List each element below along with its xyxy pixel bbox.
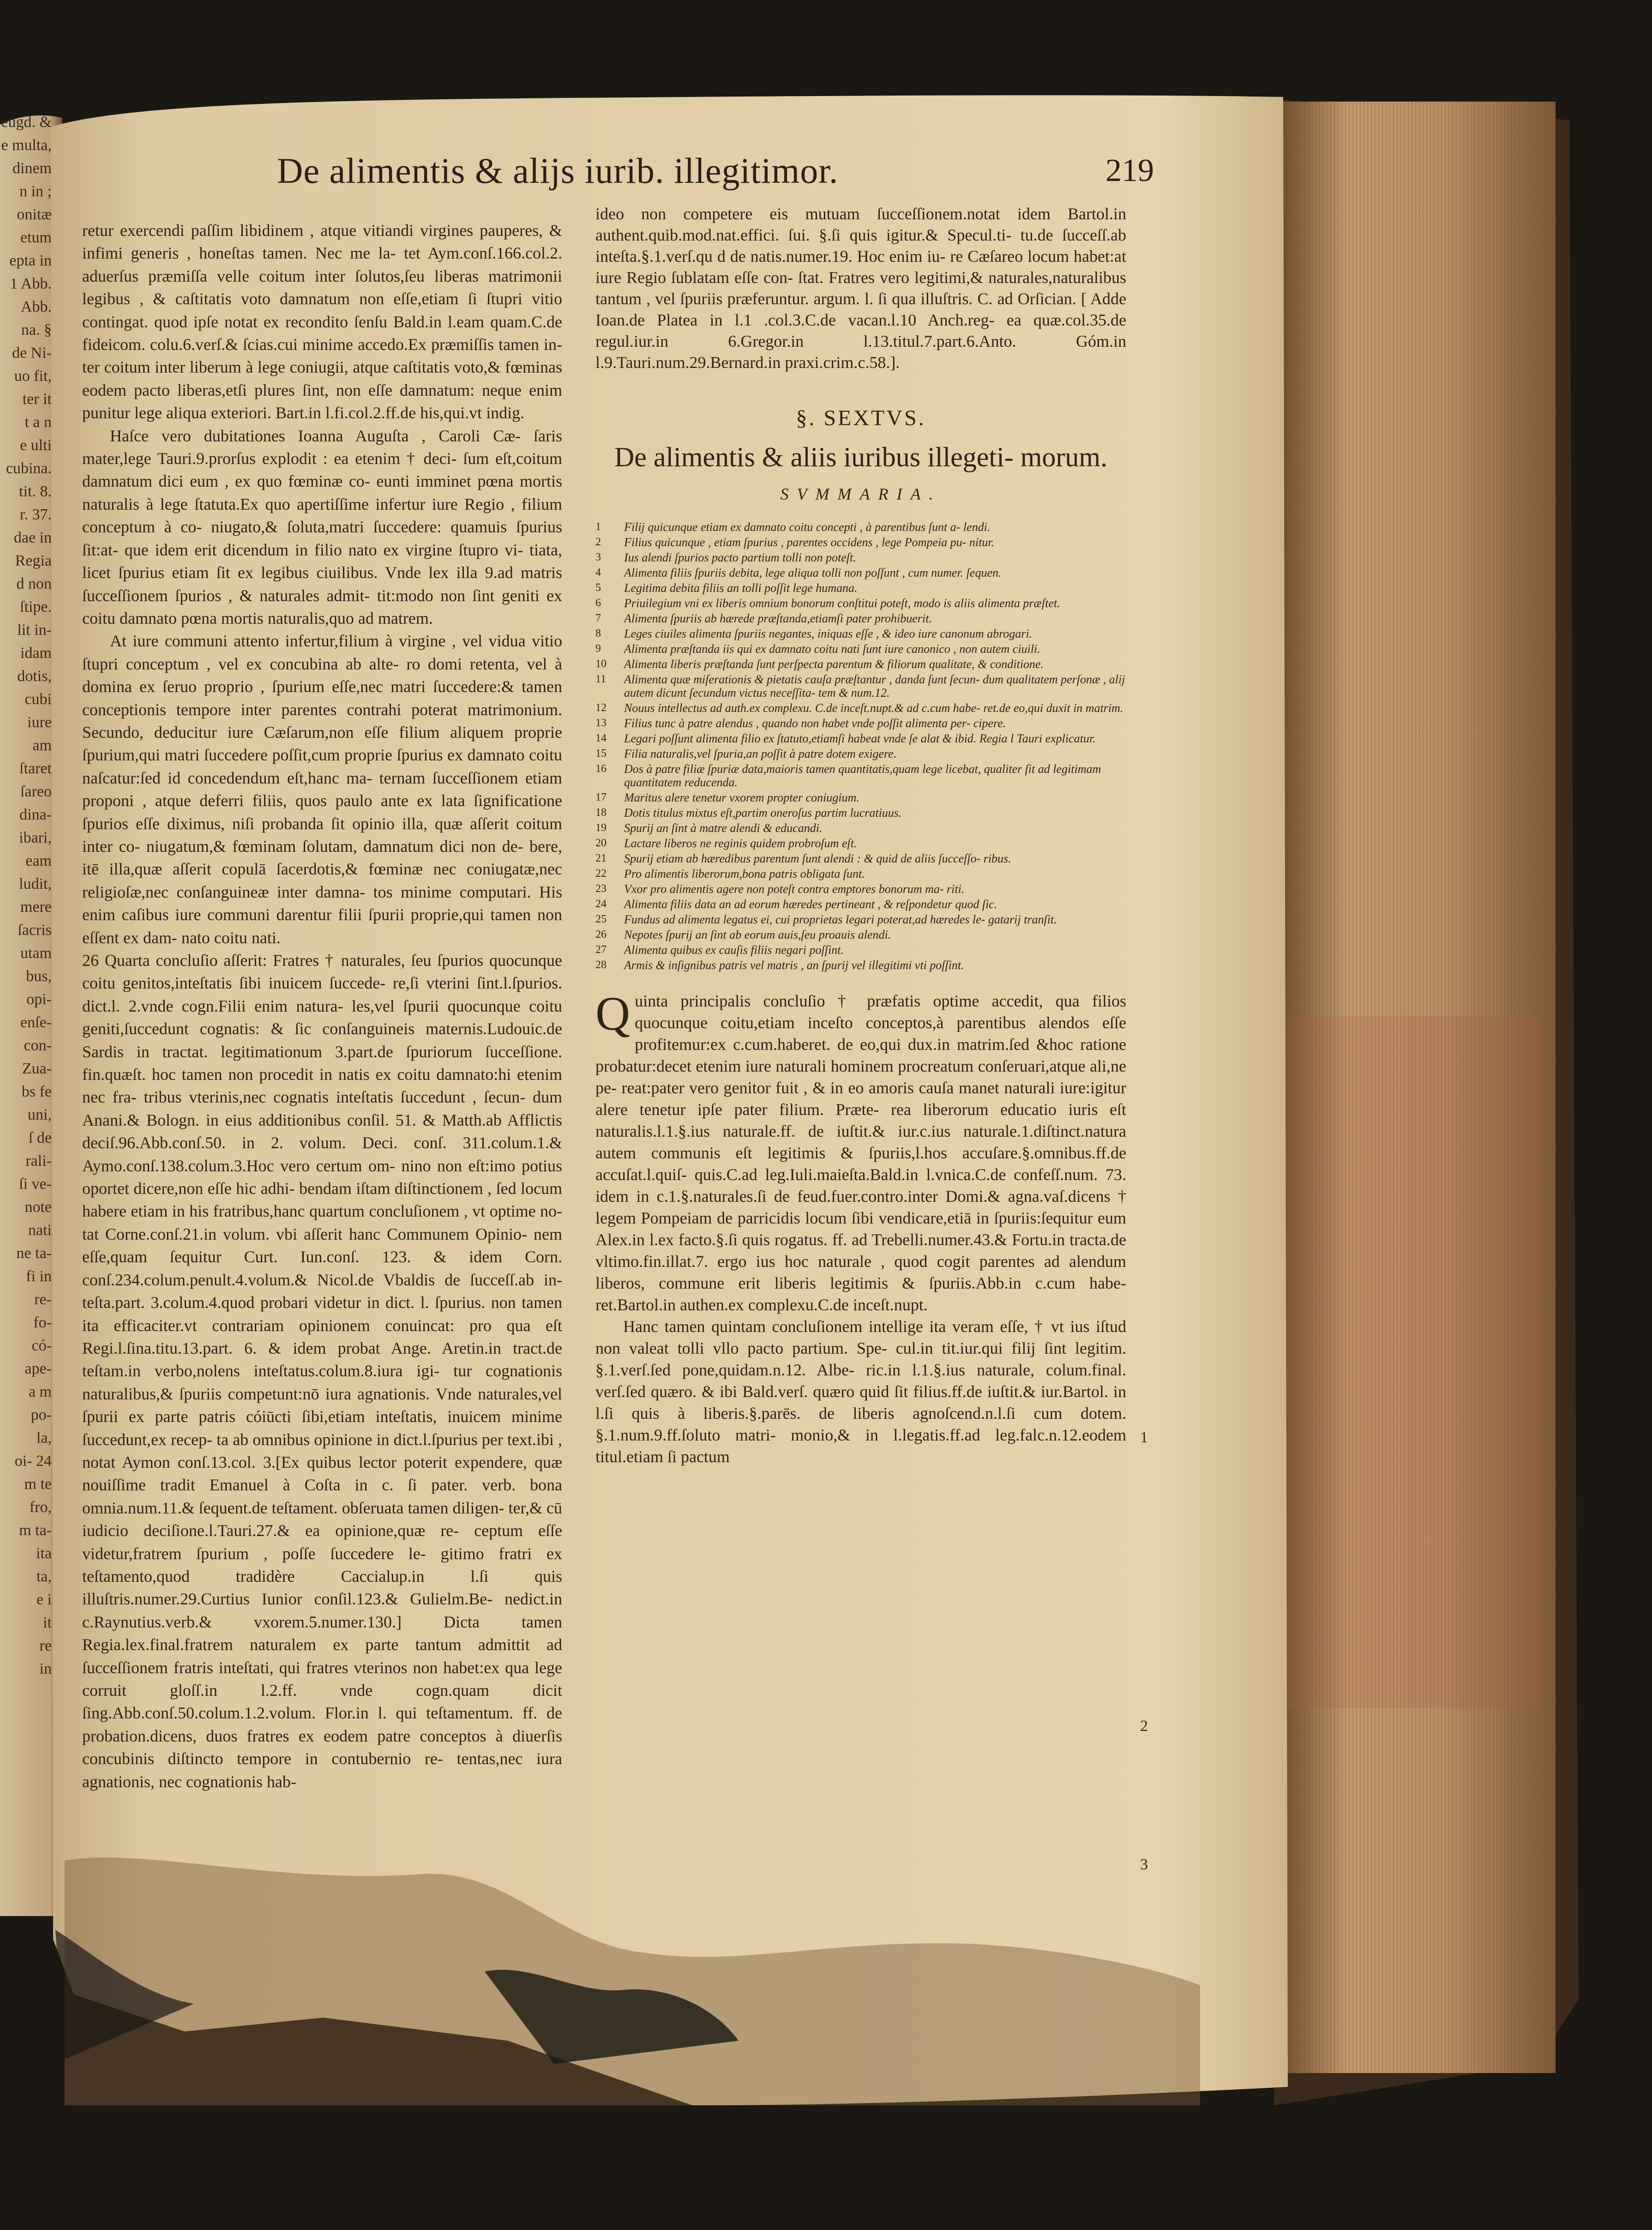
- right-top-paragraph: ideo non competere eis mutuam ſucceſſionem.notat idem Bartol.in authent.quib.mod.nat.effici. ſui. §.ſi quis igitur.& Specul.ti- tu.de ſucceſſ.ab inteſta.§.1.verſ.qu d de natis.numer.19. Hoc enim iu- re Cæſareo locum habet:at iure Regio ſublatam eſſe con- ſtat. Fratres vero legitimi,& naturales,naturalibus tantum , vel ſpuriis præferuntur. argum. l. ſi qua illuſtris. C. ad Orſician. [ Adde Ioan.de Platea in l.1 .col.3.C.de vacan.l.10 Anch.reg- ea quæ.col.35.de regul.iur.in 6.Gregor.in l.13.titul.7.part.6.Anto. Góm.in l.9.Tauri.num.29.Bernard.in praxi.crim.c.58.].: [595, 205, 1126, 372]
- summaria-item: [595, 958, 1126, 972]
- summaria-item: [595, 762, 1126, 789]
- left-page-fragment: oi- 24: [14, 1453, 52, 1470]
- summaria-text: Fundus ad alimenta legatus ei, cui proprietas legari poterat,ad hæredes le- gatarij tranſit.: [624, 913, 1057, 926]
- left-page-fragment: e i: [36, 1591, 52, 1608]
- left-page-fragment: dae in: [13, 529, 52, 546]
- summaria-item: [595, 898, 1126, 911]
- summaria-item: [595, 806, 1126, 820]
- summaria-number: 15: [595, 747, 607, 759]
- left-page-fragment: r. 37.: [20, 506, 52, 523]
- summaria-item: [595, 821, 1126, 835]
- left-page-fragment: bs fe: [21, 1083, 52, 1100]
- left-page-fragment: fo-: [33, 1314, 52, 1331]
- left-page-fragment: it: [43, 1614, 52, 1631]
- left-page-fragment: ludit,: [19, 875, 52, 892]
- margin-number: 1: [1140, 1429, 1148, 1446]
- left-page-fragment: Regia: [15, 552, 52, 569]
- summaria-item: [595, 913, 1126, 926]
- left-page-fragment: cubi: [24, 691, 52, 708]
- section-label: §. SEXTVS.: [796, 406, 926, 430]
- summaria-text: Filius quicunque , etiam ſpurius , parentes occidens , lege Pompeia pu- nitur.: [624, 536, 995, 549]
- summaria-text: Alimenta filiis ſpuriis debita, lege aliqua tolli non poſſunt , cum numer. ſequen.: [624, 566, 1002, 579]
- left-page-fragment: lit in-: [17, 621, 52, 639]
- summaria-item: [595, 747, 1126, 760]
- left-page-fragment: mere: [20, 898, 52, 916]
- left-page-fragment: uni,: [28, 1106, 52, 1123]
- summaria-item: [595, 791, 1126, 804]
- left-page-fragment: dina-: [19, 806, 52, 823]
- left-page-fragment: ibari,: [19, 829, 52, 846]
- summaria-number: 5: [595, 582, 601, 594]
- left-page-fragment: am: [32, 737, 52, 754]
- left-page-fragment: idam: [20, 645, 52, 662]
- left-page-fragment: na. §: [21, 321, 52, 338]
- summaria-number: 6: [595, 597, 601, 609]
- summaria-item: [595, 717, 1126, 730]
- left-page-fragment: ita: [36, 1545, 52, 1562]
- quinta-paragraph: uinta principalis concluſio † præfatis optime accedit, qua filios quocunque coitu,etiam inceſto conceptos,à parentibus alendos eſſe profitemur:ex c.cum.haberet. de eo,qui dux.in matrim.ſed &hoc ratione probatur:decet etenim iure naturali hominem procreatum conſeruari,atque ali,ne pe- reat:pater vero genitor fuit , & in eo amoris cauſa manet naturali iure:igitur alere tenetur ipſe pater filium. Præte- rea liberorum educatio iuris eſt naturalis.l.1.§.ius naturale.ff. de iuſtit.& iur.c.ius naturale.1.diſtinct.natura autem communis eſt legitimis & ſpuriis,l.hos accuſare.§.omnibus.ff.de accuſat.l.quiſ- quis.C.ad leg.Iuli.maieſta.Bald.in l.vnica.C.de confeſſ.num. 73. idem in c.1.§.naturales.ſi de feud.fuer.contro.inter Domi.& agna.vaſ.dicens † legem Pompeiam de parricidis locum ſibi vendicare,etiā in ſpuriis:ſequitur eum Alex.in l.ex facto.§.ſi quis rogatus. ff. ad Trebelli.numer.43.& Fortu.in tracta.de vltimo.fin.illat.7. ergo ius hoc naturale , quod cogit parentes ad alendum liberos, commune erit liberis legitimis & ſpuriis.Abb.in c.cum habe- ret.Bartol.in authen.ex complexu.C.de inceſt.nupt.: [595, 992, 1126, 1314]
- left-page-fragment: n in ;: [19, 183, 52, 200]
- left-page-fragment: m ta-: [19, 1522, 52, 1539]
- left-page-fragment: ape-: [24, 1360, 52, 1377]
- left-page-fragment: có-: [31, 1337, 52, 1354]
- summaria-item: [595, 520, 1126, 534]
- left-page-fragment: ſacris: [18, 922, 52, 939]
- left-page-fragment: cubina.: [6, 460, 52, 477]
- right-text-column: [595, 203, 1126, 1468]
- summaria-number: 8: [595, 627, 601, 639]
- summaria-number: 19: [595, 822, 607, 834]
- left-page-fragment: ſareo: [20, 783, 52, 800]
- summaria-item: [595, 882, 1126, 896]
- left-page-fragment: uo fit,: [14, 368, 52, 385]
- summaria-text: Legitima debita filiis an tolli poſſit lege humana.: [624, 581, 858, 595]
- left-page-fragment: d non: [16, 575, 52, 592]
- summaria-number: 3: [595, 551, 601, 563]
- summaria-text: Armis & inſignibus patris vel matris , an ſpurij vel illegitimi vti poſſint.: [624, 958, 964, 972]
- left-page-fragment: ſtipe.: [20, 598, 52, 615]
- summaria-item: [595, 943, 1126, 957]
- running-title: De alimentis & alijs iurib. illegitimor.: [277, 151, 839, 191]
- summaria-number: 1: [595, 521, 601, 533]
- summaria-number: 28: [595, 959, 607, 971]
- left-page-fragment: rali-: [25, 1152, 52, 1169]
- summaria-text: Alimenta quibus ex cauſis filiis negari poſſint.: [624, 943, 844, 957]
- left-paragraph: 26 Quarta concluſio aſſerit: Fratres † naturales, ſeu ſpurios quocunque coitu genitos,inteſtatis ſibi inuicem ſuccede- re,ſi vterini ſint.l.ſpurios. dict.l. 2.vnde cogn.Filii enim natura- les,vel ſpurii quocunque coitu geniti,ſuccedunt cognatis: & ſic conſanguineis maternis.Ludouic.de Sardis in tractat. legitimationum 3.part.de ſpuriorum ſucceſſione. fin.quæſt. hoc tamen non procedit in natis ex coitu damnato:hi etenim nec fra- tribus vterinis,nec cognatis inteſtatis ſuccedunt , ſecun- dum Anani.& Bologn. in eius additionibus conſil. 51. & Matth.ab Afflictis deciſ.96.Abb.conſ.50. in 2. volum. Deci. conſ. 311.colum.1.& Aymo.conſ.138.colum.3.Hoc vero certum om- nino non eſt:imo potius oportet dicere,non eſſe hic adhi- bendam iſtam diſtinctionem , ſed locum habere etiam in his fratribus,hanc quartum concluſionem , vt optime no- tat Corne.conſ.21.in volum. vbi aſſerit hanc Communem Opinio- nem eſſe,quam ſequitur Curt. Iun.conſ. 123. & idem Corn. conſ.234.colum.penult.4.volum.& Nicol.de Vbaldis de ſucceſſ.ab in- teſta.part. 3.colum.4.quod probari videtur in dict. l. ſpurius. non tamen ita efficaciter.vt contrariam opinionem conuincat: pro qua eſt Regi.l.ſina.titu.13.part. 6. & idem probat Ange. Aretin.in tract.de teſtam.in verbo,nolens inteſtatus.colum.8.iura igi- tur cognationis naturalibus,& ſpuriis competunt:nō iura agnationis. Vnde naturales,vel ſpurii ex parte patris cóiūcti ſibi,etiam inteſtatis, inuicem minime ſuccedunt,ex recep- ta ab omnibus opinione in dict.l.ſpurius per text.ibi , notat Aymon conſ.13.col. 3.[Ex quibus lector poterit expendere, quæ nouiſſime tradit Emanuel à Coſta in c. ſi pater. verb. bona omnia.num.11.& ſequent.de teſtament. obſeruata tamen diligen- ter,& cū iudicio deciſione.l.Tauri.27.& ea opinione,quæ re- ceptum eſſe videtur,fratrem ſpurium , poſſe ſuccedere le- gitimo fratri ex teſtamento,quod tradidère Caccialup.in l.ſi quis illuſtris.numer.29.Curtius Iunior conſil.123.& Gulielm.Be- nedict.in c.Raynutius.verb.& vxorem.5.numer.130.] Dicta tamen Regia.lex.final.fratrem naturalem ex parte tantum admittit ad ſucceſſionem fratris inteſtati, qui fratres vterinos non habet:ex qua lege corruit gloſſ.in l.2.ff. vnde cogn.quam dicit ſing.Abb.conſ.50.colum.1.2.volum. Flor.in l. qui teſtamentum. ff. de probation.dicens, duos fratres ex eodem patre conceptos à diuerſis concubinis diſtincto tempore in contubernio re- tentas,nec iura agnationis, nec cognationis hab-: [82, 951, 562, 1791]
- summaria-text: Alimenta liberis præſtanda ſunt perſpecta parentum & filiorum qualitate, & conditione.: [624, 657, 1044, 671]
- summaria-item: [595, 581, 1126, 595]
- summaria-number: 21: [595, 852, 607, 864]
- page-number: 219: [1105, 153, 1154, 188]
- left-page-fragment: nati: [28, 1222, 52, 1239]
- margin-number: 3: [1140, 1856, 1148, 1873]
- left-page-fragment: Zua-: [22, 1060, 52, 1077]
- summaria-number: 7: [595, 612, 601, 624]
- left-page-fragment: fi in: [26, 1268, 52, 1285]
- left-page-fragment: onitæ: [17, 206, 52, 223]
- left-page-fragment: e multa,: [1, 137, 52, 154]
- summaria-item: [595, 701, 1126, 715]
- left-page-fragment: eam: [25, 852, 52, 869]
- summaria-label: SVMMARIA.: [780, 485, 942, 503]
- left-page-fragment: fro,: [29, 1499, 52, 1516]
- summaria-item: [595, 657, 1126, 671]
- summaria-text: Vxor pro alimentis agere non poteſt contra emptores bonorum ma- riti.: [624, 882, 965, 896]
- summaria-text: Dotis titulus mixtus eſt,partim oneroſus partim lucratiuus.: [624, 806, 902, 820]
- summaria-item: [595, 642, 1126, 656]
- left-page-fragment: Abb.: [20, 298, 52, 315]
- left-page-fragment: etum: [20, 229, 52, 246]
- summaria-number: 11: [595, 673, 607, 685]
- section-title: De alimentis & aliis iuribus illegeti- morum.: [614, 442, 1108, 472]
- summaria-item: [595, 597, 1126, 610]
- summaria-text: Pro alimentis liberorum,bona patris obligata ſunt.: [624, 867, 865, 880]
- summaria-text: Alimenta ſpuriis ab hærede præſtanda,etiamſi pater prohibuerit.: [624, 612, 932, 625]
- summaria-text: Spurij etiam ab hæredibus parentum ſunt alendi : & quid de aliis ſucceſſo- ribus.: [624, 852, 1011, 865]
- summaria-number: 16: [595, 763, 607, 775]
- left-page-fragment: iure: [27, 714, 52, 731]
- summaria-number: 18: [595, 807, 607, 819]
- summaria-item: [595, 551, 1126, 564]
- left-page-fragment: eugd. &: [1, 114, 52, 131]
- summaria-item: [595, 536, 1126, 549]
- summaria-number: 4: [595, 567, 601, 579]
- running-header: [277, 150, 1154, 201]
- left-page-fragment: in: [39, 1660, 52, 1677]
- left-page-fragment: re: [39, 1637, 52, 1654]
- summaria-number: 13: [595, 717, 607, 729]
- summaria-text: Alimenta quæ miſerationis & pietatis cauſa præſtantur , danda ſunt ſecun- dum qualitatem perſonæ , alij autem dicunt ſecundum victus neceſſita- tem & num.12.: [624, 673, 1125, 699]
- left-page-margin-fragments: [0, 111, 55, 1898]
- quinta-paragraph: Hanc tamen quintam concluſionem intellige ita veram eſſe, † vt ius iſtud non valeat tolli vllo pacto partium. Spe- cul.in tit.iur.qui filij ſint legitim. §.1.verſ.ſed pone,quidam.n.12. Albe- ric.in l.1.§.ius naturale, colum.final. verſ.ſed quæro. & ibi Bald.verſ. quæro quid ſit filius.ff.de iuſtit.& iur.Bartol. in l.ſi quis à liberis.§.parēs. de liberis agnoſcend.n.l.ſi cum dotem. §.1.num.9.ff.ſoluto matri- monio,& in l.legatis.ff.ad leg.falc.n.12.eodem titul.etiam ſi pactum: [595, 1317, 1126, 1466]
- summaria-list: [595, 520, 1126, 972]
- left-page-fragment: dotis,: [17, 668, 52, 685]
- summaria-item: [595, 852, 1126, 865]
- left-page-fragment: e ulti: [20, 437, 52, 454]
- summaria-item: [595, 732, 1126, 745]
- left-page-fragment: ta,: [36, 1568, 52, 1585]
- left-page-fragment: utam: [20, 945, 52, 962]
- summaria-number: 14: [595, 732, 607, 744]
- left-page-fragment: dinem: [12, 160, 52, 177]
- left-page-fragment: epta in: [9, 252, 52, 269]
- left-page-fragment: con-: [24, 1037, 52, 1054]
- summaria-item: [595, 566, 1126, 579]
- left-page-fragment: ſi ve-: [19, 1175, 52, 1193]
- left-page-fragment: ter it: [22, 391, 52, 408]
- summaria-text: Dos à patre filiæ ſpuriæ data,maioris tamen quantitatis,quam lege licebat, qualiter ſit ad legitimam quantitatem reducenda.: [624, 762, 1101, 789]
- left-text-column: [82, 219, 562, 1793]
- left-paragraph: At iure communi attento infertur,filium à virgine , vel vidua vitio ſtupri conceptum , vel ex concubina ab alte- ro domi retenta, vel à domina ex ſeruo proprio , ſpurium eſſe,nec matri ſuccedere:& tamen conceptionis tempore inter parentes contrahi poterat matrimonium. Secundo, deducitur iure Cæſarum,non eſſe filium aliquem proprie ſpurium,qui matri ſuccedere poſſit,cum proprie ſpurius ex damnato coitu naſcatur:ſed id concedendum eſt,hanc ma- ternam ſucceſſionem etiam proponi , atque deferri filiis, quos paulo ante ex lata ſignificatione ſpurios eſſe diximus, niſi probanda ſit opinio illa, quæ aſſerit coitum inter co- niugatum,& fœminam ſolutam, damnatum dici non de- bere, itē illa,quæ aſſerit copulā ſacerdotis,& fœminæ nec coniugatæ,nec religioſæ,nec conſanguineæ inter damna- tos minime computari. His enim caſibus iure communi darentur filii ſpurii proprie,qui tamen non eſſent ex dam- nato coitu nati.: [82, 632, 562, 947]
- summaria-item: [595, 627, 1126, 640]
- left-page-fragment: m te: [24, 1476, 52, 1493]
- summaria-text: Nepotes ſpurij an ſint ab eorum auis,ſeu proauis alendi.: [624, 928, 891, 941]
- summaria-text: Nouus intellectus ad auth.ex complexu. C.de inceſt.nupt.& ad c.cum habe- ret.de eo,qui duxit in matrim.: [624, 701, 1123, 715]
- left-paragraph: Haſce vero dubitationes Ioanna Auguſta , Caroli Cæ- ſaris mater,lege Tauri.9.prorſus explodit : ea etenim † deci- ſum eſt,coitum damnatum dici eum , ex quo fœminæ co- eunti imminet pœna mortis naturalis à lege ſtatuta.Ex quo apertiſſime infertur iure Regio , filium conceptum à co- niugato,& ſoluta,matri ſuccedere: quamuis ſpurius ſit:at- que idem erit dicendum in filio nato ex virgine ſtupro vi- tiata, licet ſpurius etiam ſit ex legibus ciuilibus. Vnde lex illa 9.ad matris ſucceſſionem ſpurios , & naturales admit- tit:modo non ſint geniti ex coitu damnato pœna mortis naturalis,quo ad matrem.: [82, 426, 562, 627]
- summaria-text: Priuilegium vni ex liberis omnium bonorum conſtitui poteſt, modo is aliis alimenta præſtet.: [624, 597, 1060, 610]
- summaria-item: [595, 837, 1126, 850]
- left-paragraph: retur exercendi paſſim libidinem , atque vitiandi virgines pauperes, & infimi generis , honeſtas tamen. Nec me la- tet Aym.conſ.166.col.2. aduerſus præmiſſa velle coitum inter ſolutos,ſeu liberas matrimonii legibus , & caſtitatis voto damnatum non eſſe,etiam ſi ſtupri vitio contingat. quod ipſe notat ex recondito ſenſu Bald.in l.eam quam.C.de fideicom. colu.6.verſ.& ſcias.cui minime accedo.Ex præmiſſis tamen in- ter coitum inter liberum à lege coniugii, atque caſtitatis voto,& fœminas eodem pacto liberas,etſi plures ſint, non eſſe damnatum: neque enim punitur lege aliqua exteriori. Bart.in l.fi.col.2.ff.de his,qui.vt indig.: [82, 221, 562, 422]
- summaria-text: Filius tunc à patre alendus , quando non habet vnde poſſit alimenta per- cipere.: [624, 717, 1006, 730]
- summaria-item: [595, 867, 1126, 880]
- summaria-number: 12: [595, 702, 607, 714]
- left-page-fragment: tit. 8.: [19, 483, 52, 500]
- summaria-number: 10: [595, 658, 607, 670]
- summaria-number: 24: [595, 898, 607, 910]
- left-page-fragment: bus,: [26, 968, 52, 985]
- left-page-fragment: t a n: [24, 414, 52, 431]
- left-page-fragment: opi-: [26, 991, 52, 1008]
- left-page-fragment: ſ de: [28, 1129, 52, 1146]
- left-page-fragment: de Ni-: [12, 344, 52, 362]
- left-page-fragment: a m: [28, 1383, 52, 1400]
- left-page-fragment: enſe-: [20, 1014, 52, 1031]
- summaria-item: [595, 928, 1126, 941]
- summaria-text: Leges ciuiles alimenta ſpuriis negantes, iniquas eſſe , & ideo iure canonum abrogari.: [624, 627, 1033, 640]
- summaria-text: Ius alendi ſpurios pacto partium tolli non poteſt.: [624, 551, 856, 564]
- summaria-text: Alimenta præſtanda iis qui ex damnato coitu nati ſunt iure canonico , non autem ciuili.: [624, 642, 1040, 656]
- summaria-text: Alimenta filiis data an ad eorum hæredes pertineant , & reſpondetur quod ſic.: [624, 898, 997, 911]
- quinta-conclusio: [595, 987, 1126, 1468]
- summaria-number: 9: [595, 643, 601, 655]
- left-page-fragment: la,: [36, 1429, 52, 1446]
- summaria-text: Legari poſſunt alimenta filio ex ſtatuto,etiamſi habeat vnde ſe alat & ibid. Regia l Tauri explicatur.: [624, 732, 1096, 745]
- summaria-number: 26: [595, 928, 607, 940]
- summaria-number: 17: [595, 791, 607, 803]
- left-page-fragment: 1 Abb.: [10, 275, 52, 292]
- summaria-number: 23: [595, 883, 607, 895]
- left-page-fragment: po-: [30, 1406, 52, 1423]
- left-page-fragment: ne ta-: [16, 1245, 52, 1262]
- summaria-number: 22: [595, 868, 607, 880]
- summaria-text: Maritus alere tenetur vxorem propter coniugium.: [624, 791, 859, 804]
- summaria-item: [595, 612, 1126, 625]
- summaria-text: Lactare liberos ne reginis quidem probroſum eſt.: [624, 837, 857, 850]
- summaria-item: [595, 673, 1126, 699]
- summaria-number: 25: [595, 913, 607, 925]
- drop-capital: Q: [595, 987, 631, 1040]
- summaria-number: 2: [595, 536, 601, 548]
- margin-number: 2: [1140, 1718, 1148, 1735]
- summaria-number: 20: [595, 837, 607, 849]
- summaria-text: Filij quicunque etiam ex damnato coitu concepti , à parentibus ſunt a- lendi.: [624, 520, 991, 534]
- left-page-fragment: ſtaret: [19, 760, 52, 777]
- left-page-fragment: note: [24, 1199, 52, 1216]
- summaria-text: Filia naturalis,vel ſpuria,an poſſit à patre dotem exigere.: [624, 747, 897, 760]
- left-page-fragment: re-: [34, 1291, 52, 1308]
- summaria-number: 27: [595, 944, 607, 956]
- summaria-text: Spurij an ſint à matre alendi & educandi.: [624, 821, 823, 835]
